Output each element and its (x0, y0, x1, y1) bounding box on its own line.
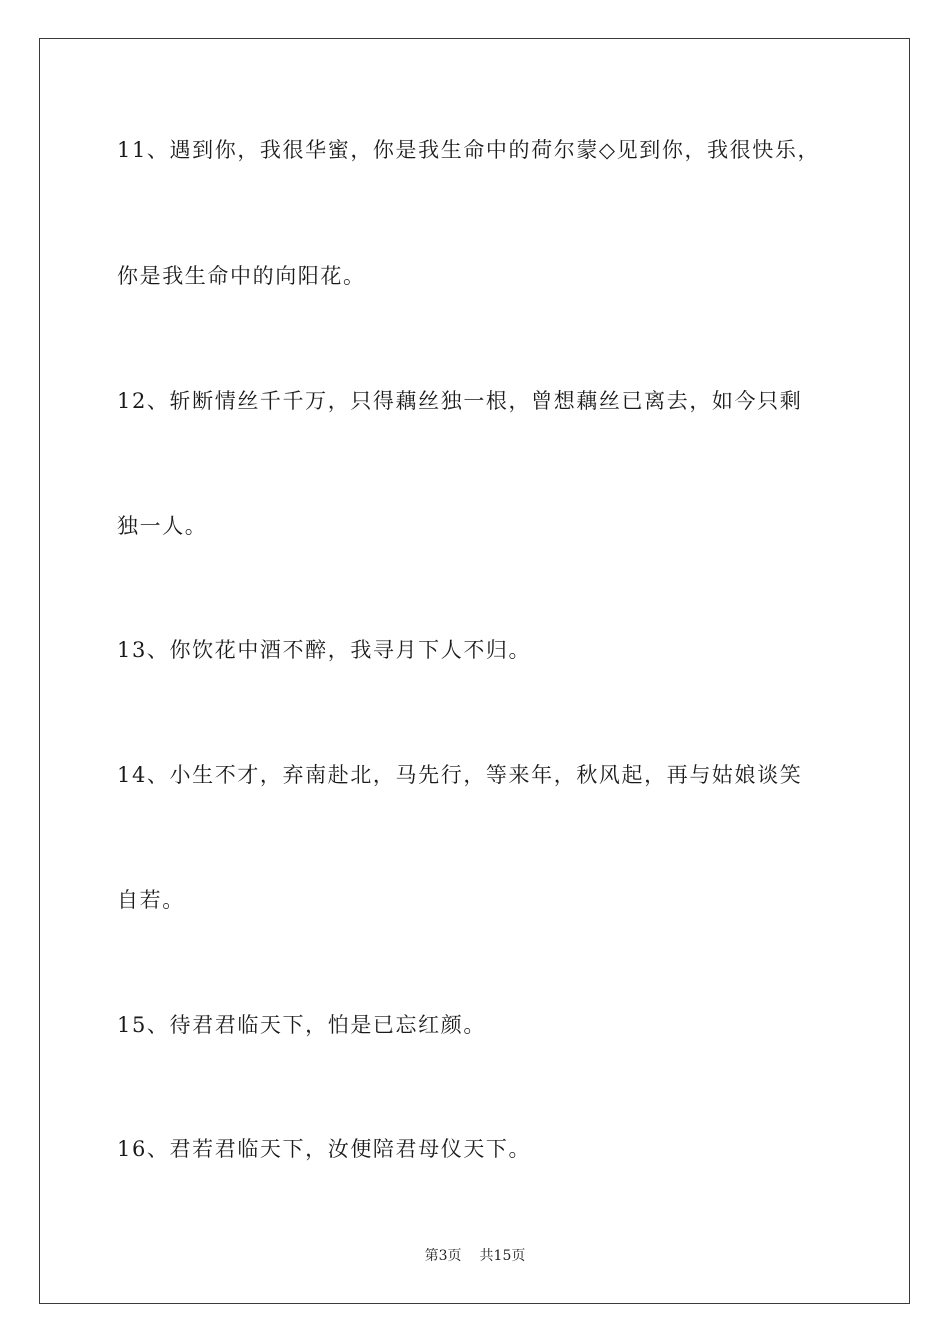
text-line: 自若。 (117, 888, 185, 912)
text-line: 16、君若君临天下，汝便陪君母仪天下。 (117, 1137, 532, 1161)
text-line: 13、你饮花中酒不醉，我寻月下人不归。 (117, 638, 532, 662)
text-line: 你是我生命中的向阳花。 (117, 264, 366, 288)
page-border (39, 38, 910, 1304)
text-line: 15、待君君临天下，怕是已忘红颜。 (117, 1013, 486, 1037)
text-line: 12、斩断情丝千千万，只得藕丝独一根，曾想藕丝已离去，如今只剩 (117, 389, 803, 413)
page-number: 第3页 (424, 1248, 462, 1264)
text-line: 14、小生不才，弃南赴北，马先行，等来年，秋风起，再与姑娘谈笑 (117, 763, 803, 787)
text-line: 11、遇到你，我很华蜜，你是我生命中的荷尔蒙◇见到你，我很快乐， (117, 138, 821, 162)
page-footer (0, 1247, 950, 1265)
page-total: 共15页 (479, 1248, 526, 1264)
text-line: 独一人。 (117, 514, 208, 538)
